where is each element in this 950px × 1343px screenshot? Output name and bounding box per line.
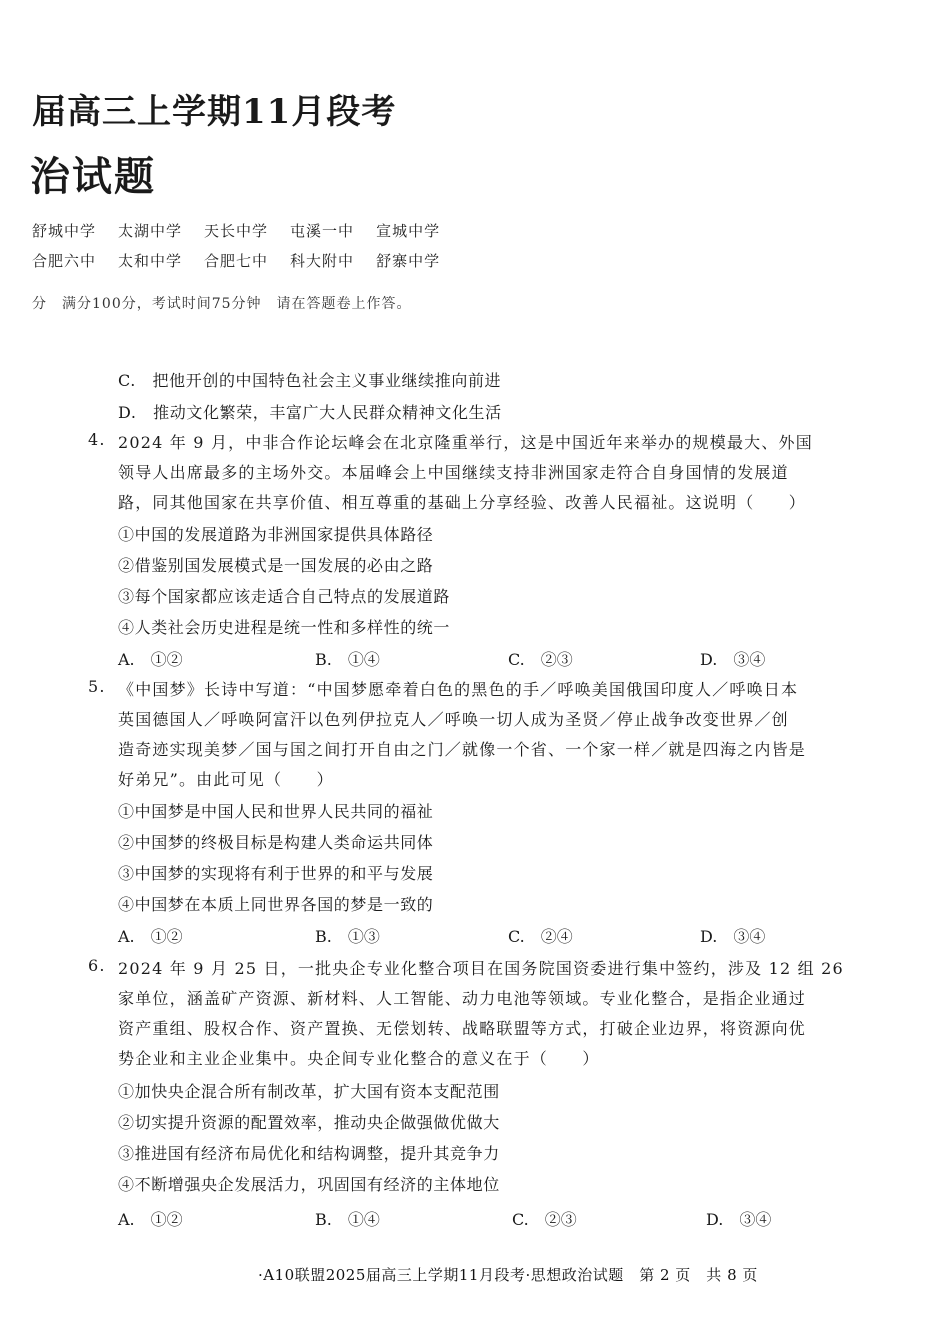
q4-item: ②借鉴别国发展模式是一国发展的必由之路 [118,556,434,575]
school-name: 宣城中学 [376,222,441,240]
q6-number: 6. [88,956,106,975]
q4-stem-line: 领导人出席最多的主场外交。本届峰会上中国继续支持非洲国家走符合自身国情的发展道 [118,463,789,482]
school-name: 合肥七中 [204,252,269,270]
q5-stem-line: 造奇迹实现美梦／国与国之间打开自由之门／就像一个省、一个家一样／就是四海之内皆是 [118,740,807,759]
q4-number: 4. [88,430,106,449]
school-name: 屯溪一中 [290,222,355,240]
school-name: 科大附中 [290,252,355,270]
q5-choice-d: D. ③④ [700,927,766,946]
school-name: 太和中学 [118,252,183,270]
q6-item: ④不断增强央企发展活力，巩固国有经济的主体地位 [118,1175,500,1194]
q6-choice-d: D. ③④ [706,1210,772,1229]
q6-stem-line: 2024 年 9 月 25 日，一批央企专业化整合项目在国务院国资委进行集中签约，涉及 12 组 26 [118,959,844,978]
q6-item: ③推进国有经济布局优化和结构调整，提升其竞争力 [118,1144,500,1163]
q3-option-c: C. 把他开创的中国特色社会主义事业继续推向前进 [118,371,502,390]
q6-item: ②切实提升资源的配置效率，推动央企做强做优做大 [118,1113,500,1132]
q4-choice-c: C. ②③ [508,650,573,669]
school-name: 舒寨中学 [376,252,441,270]
q4-stem-line: 2024 年 9 月，中非合作论坛峰会在北京隆重举行，这是中国近年来举办的规模最大、外国 [118,433,813,452]
exam-instructions: 分 满分100分，考试时间75分钟 请在答题卷上作答。 [32,296,412,312]
q5-choice-b: B. ①③ [315,927,380,946]
school-name: 太湖中学 [118,222,183,240]
q6-choice-b: B. ①④ [315,1210,380,1229]
school-name: 合肥六中 [32,252,97,270]
school-name: 舒城中学 [32,222,97,240]
schools-row-1 [32,220,440,241]
q4-choice-d: D. ③④ [700,650,766,669]
q5-stem-line: 好弟兄”。由此可见（ ） [118,770,334,789]
exam-title-line1: 届高三上学期11月段考 [32,92,397,132]
schools-row-2 [32,250,440,271]
q5-choice-a: A. ①② [118,927,183,946]
q6-stem-line: 资产重组、股权合作、资产置换、无偿划转、战略联盟等方式，打破企业边界，将资源向优 [118,1019,807,1038]
q4-stem-line: 路，同其他国家在共享价值、相互尊重的基础上分享经验、改善人民福祉。这说明（ ） [118,493,807,512]
q5-choice-c: C. ②④ [508,927,573,946]
q4-choice-a: A. ①② [118,650,183,669]
q5-number: 5. [88,677,106,696]
q4-choice-b: B. ①④ [315,650,380,669]
q5-item: ①中国梦是中国人民和世界人民共同的福祉 [118,802,434,821]
q5-item: ④中国梦在本质上同世界各国的梦是一致的 [118,895,434,914]
q6-choice-a: A. ①② [118,1210,183,1229]
q6-choice-c: C. ②③ [512,1210,577,1229]
q5-stem-line: 《中国梦》长诗中写道：“中国梦愿牵着白色的黑色的手／呼唤美国俄国印度人／呼唤日本 [118,680,799,699]
q4-item: ④人类社会历史进程是统一性和多样性的统一 [118,618,451,637]
exam-title-line2: 治试题 [30,153,156,200]
q5-stem-line: 英国德国人／呼唤阿富汗以色列伊拉克人／呼唤一切人成为圣贤／停止战争改变世界／创 [118,710,789,729]
q4-item: ①中国的发展道路为非洲国家提供具体路径 [118,525,434,544]
school-name: 天长中学 [204,222,269,240]
q6-stem-line: 势企业和主业企业集中。央企间专业化整合的意义在于（ ） [118,1049,600,1068]
page-footer: ·A10联盟2025届高三上学期11月段考·思想政治试题 第 2 页 共 8 页 [258,1266,758,1284]
q3-option-d: D. 推动文化繁荣，丰富广大人民群众精神文化生活 [118,403,502,422]
q5-item: ②中国梦的终极目标是构建人类命运共同体 [118,833,434,852]
q6-stem-line: 家单位，涵盖矿产资源、新材料、人工智能、动力电池等领域。专业化整合，是指企业通过 [118,989,807,1008]
q5-item: ③中国梦的实现将有利于世界的和平与发展 [118,864,434,883]
q6-item: ①加快央企混合所有制改革，扩大国有资本支配范围 [118,1082,500,1101]
q4-item: ③每个国家都应该走适合自己特点的发展道路 [118,587,451,606]
